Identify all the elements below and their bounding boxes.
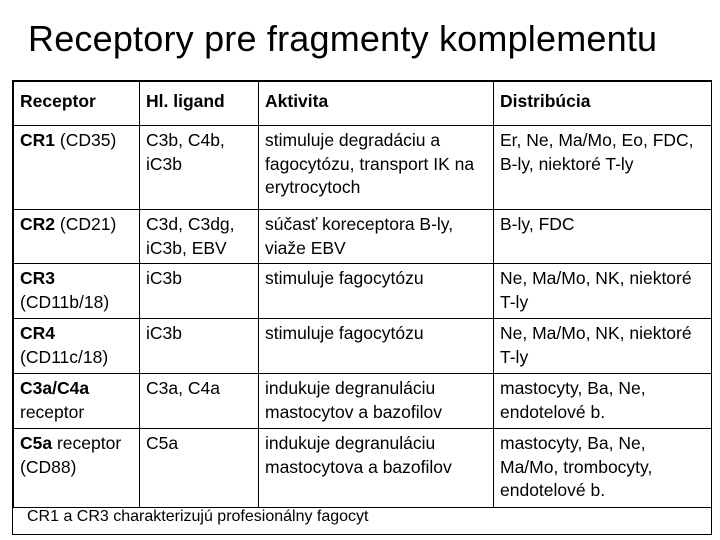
- cell-receptor: [14, 264, 140, 319]
- table-row: [14, 429, 712, 508]
- table-header-row: [14, 82, 712, 126]
- cell-receptor: [14, 374, 140, 429]
- cell-activity: stimuluje fagocytózu: [259, 319, 494, 374]
- table-row: [14, 210, 712, 264]
- receptor-detail: (CD35): [55, 130, 117, 150]
- table-row: [14, 264, 712, 319]
- cell-distribution: mastocyty, Ba, Ne, endotelové b.: [494, 374, 712, 429]
- cell-ligand: iC3b: [140, 319, 259, 374]
- cell-activity: súčasť koreceptora B-ly, viaže EBV: [259, 210, 494, 264]
- cell-activity: stimuluje fagocytózu: [259, 264, 494, 319]
- cell-receptor: [14, 126, 140, 210]
- receptor-detail: (CD21): [55, 214, 117, 234]
- cell-ligand: C3a, C4a: [140, 374, 259, 429]
- header-receptor: Receptor: [14, 82, 140, 126]
- receptor-detail: (CD11b/18): [20, 291, 110, 312]
- receptor-detail: receptor: [20, 401, 85, 422]
- receptor-detail: (CD11c/18): [20, 346, 109, 367]
- header-activity: Aktivita: [259, 82, 494, 126]
- receptor-name: CR2: [20, 214, 56, 234]
- receptor-name: CR4: [20, 323, 56, 343]
- table-row: [14, 319, 712, 374]
- cell-distribution: mastocyty, Ba, Ne, Ma/Mo, trombocyty, endotelové b.: [494, 429, 712, 508]
- cell-distribution: Er, Ne, Ma/Mo, Eo, FDC, B-ly, niektoré T-ly: [494, 126, 712, 210]
- cell-ligand: C3b, C4b, iC3b: [140, 126, 259, 210]
- cell-ligand: iC3b: [140, 264, 259, 319]
- cell-receptor: [14, 210, 140, 264]
- table-row: [14, 126, 712, 210]
- header-ligand: Hl. ligand: [140, 82, 259, 126]
- receptor-name: C5a: [20, 433, 53, 453]
- table-row: [14, 374, 712, 429]
- cell-receptor: [14, 429, 140, 508]
- cell-distribution: Ne, Ma/Mo, NK, niektoré T-ly: [494, 264, 712, 319]
- cell-distribution: B-ly, FDC: [494, 210, 712, 264]
- cell-distribution: Ne, Ma/Mo, NK, niektoré T-ly: [494, 319, 712, 374]
- receptor-name: CR1: [20, 130, 56, 150]
- cell-ligand: C5a: [140, 429, 259, 508]
- cell-activity: indukuje degranuláciu mastocytova a bazofilov: [259, 429, 494, 508]
- page-title: Receptory pre fragmenty komplementu: [28, 18, 658, 59]
- cell-activity: stimuluje degradáciu a fagocytózu, transport IK na erytrocytoch: [259, 126, 494, 210]
- header-distribution: Distribúcia: [494, 82, 712, 126]
- cell-receptor: [14, 319, 140, 374]
- footer-note: CR1 a CR3 charakterizujú profesionálny fagocyt: [27, 508, 369, 525]
- receptor-name: C3a/C4a: [20, 378, 90, 398]
- receptor-detail: receptor (CD88): [20, 433, 122, 477]
- receptor-table: [13, 81, 712, 508]
- cell-activity: indukuje degranuláciu mastocytov a bazofilov: [259, 374, 494, 429]
- receptor-name: CR3: [20, 268, 56, 288]
- cell-ligand: C3d, C3dg, iC3b, EBV: [140, 210, 259, 264]
